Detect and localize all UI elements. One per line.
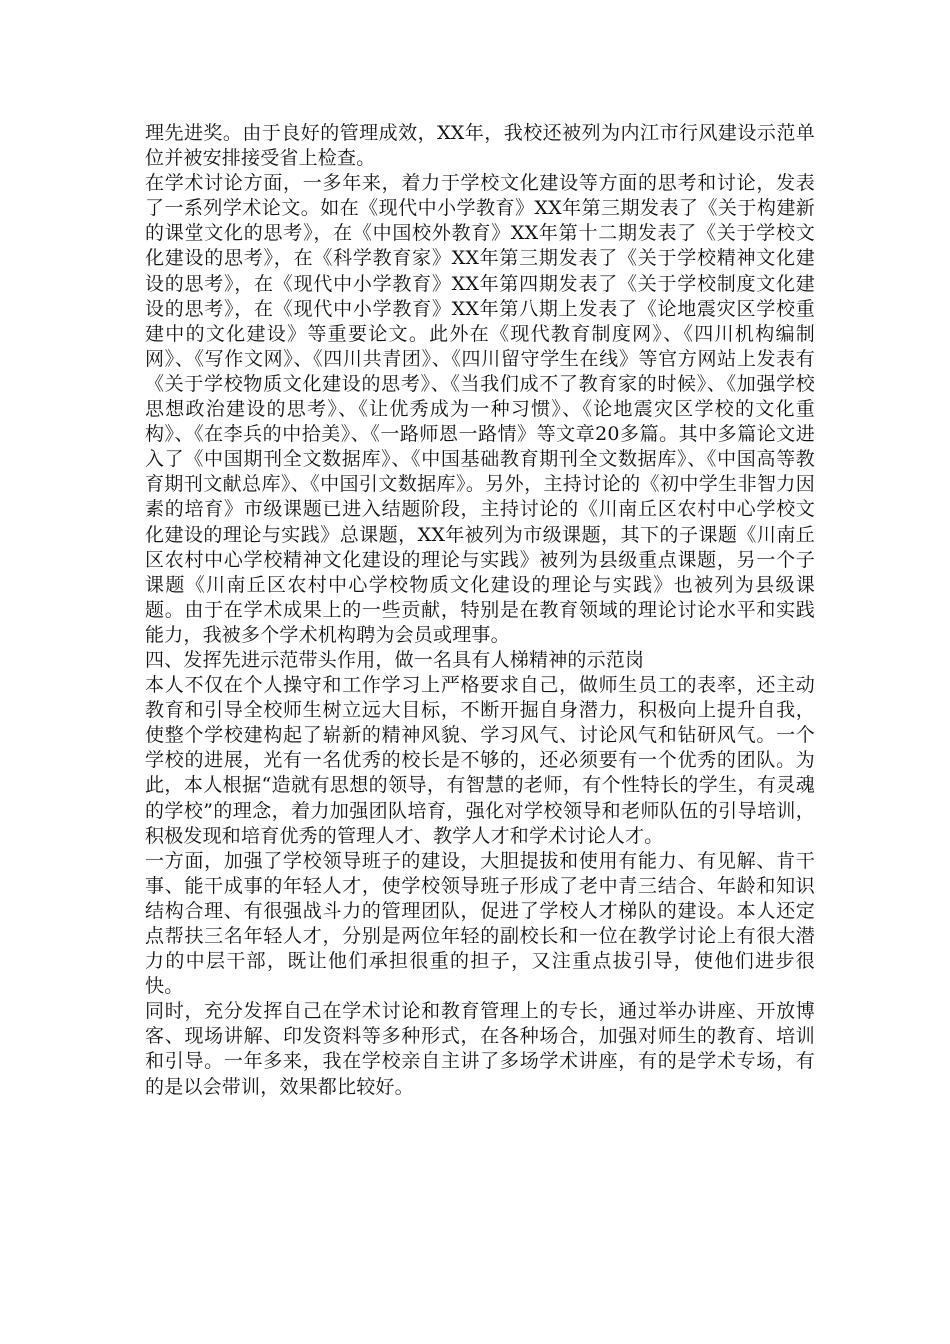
paragraph-training-lectures: 同时，充分发挥自己在学术讨论和教育管理上的专长，通过举办讲座、开放博客、现场讲解、印发资料等多种形式，在各种场合，加强对师生的教育、培训和引导。一年多来，我在学校亲自主讲了多场学术讲座，有的是学术专场，有的是以会带训，效果都比较好。	[145, 1000, 815, 1098]
paragraph-award-continuation: 理先进奖。由于良好的管理成效，XX年，我校还被列为内江市行风建设示范单位并被安排接受省上检查。	[145, 122, 815, 170]
paragraph-team-building: 本人不仅在个人操守和工作学习上严格要求自己，做师生员工的表率，还主动教育和引导全校师生树立远大目标，不断开掘自身潜力，积极向上提升自我，使整个学校建构起了崭新的精神风貌、学习风气、讨论风气和钻研风气。一个学校的进展，光有一名优秀的校长是不够的，还必须要有一个优秀的团队。为此，本人根据“造就有思想的领导，有智慧的老师，有个性特长的学生，有灵魂的学校”的理念，着力加强团队培育，强化对学校领导和老师队伍的引导培训，积极发现和培育优秀的管理人才、教学人才和学术讨论人才。	[145, 674, 815, 847]
document-body	[145, 121, 815, 1100]
paragraph-academic-research: 在学术讨论方面，一多年来，着力于学校文化建设等方面的思考和讨论，发表了一系列学术论文。如在《现代中小学教育》XX年第三期发表了《关于构建新的课堂文化的思考》，在《中国校外教育》XX年第十二期发表了《关于学校文化建设的思考》，在《科学教育家》XX年第三期发表了《关于学校精神文化建设的思考》，在《现代中小学教育》XX年第四期发表了《关于学校制度文化建设的思考》，在《现代中小学教育》XX年第八期上发表了《论地震灾区学校重建中的文化建设》等重要论文。此外在《现代教育制度网》、《四川机构编制网》、《写作文网》、《四川共青团》、《四川留守学生在线》等官方网站上发表有《关于学校物质文化建设的思考》、《当我们成不了教育家的时候》、《加强学校思想政治建设的思考》、《让优秀成为一种习惯》、《论地震灾区学校的文化重构》、《在李兵的中拾美》、《一路师恩一路情》等文章20多篇。其中多篇论文进入了《中国期刊全文数据库》、《中国基础教育期刊全文数据库》、《中国高等教育期刊文献总库》、《中国引文数据库》。另外，主持讨论的《初中学生非智力因素的培育》市级课题已进入结题阶段，主持讨论的《川南丘区农村中心学校文化建设的理论与实践》总课题，XX年被列为市级课题，其下的子课题《川南丘区农村中心学校精神文化建设的理论与实践》被列为县级重点课题，另一个子课题《川南丘区农村中心学校物质文化建设的理论与实践》也被列为县级课题。由于在学术成果上的一些贡献，特别是在教育领域的理论讨论水平和实践能力，我被多个学术机构聘为会员或理事。	[145, 172, 815, 646]
section-heading-four: 四、发挥先进示范带头作用，做一名具有人梯精神的示范岗	[145, 648, 645, 671]
paragraph-leadership-team: 一方面，加强了学校领导班子的建设，大胆提拔和使用有能力、有见解、肯干事、能干成事的年轻人才，使学校领导班子形成了老中青三结合、年龄和知识结构合理、有很强战斗力的管理团队，促进了学校人才梯队的建设。本人还定点帮扶三名年轻人才，分别是两位年轻的副校长和一位在教学讨论上有很大潜力的中层干部，既让他们承担很重的担子，又注重点拔引导，使他们进步很快。	[145, 849, 815, 998]
